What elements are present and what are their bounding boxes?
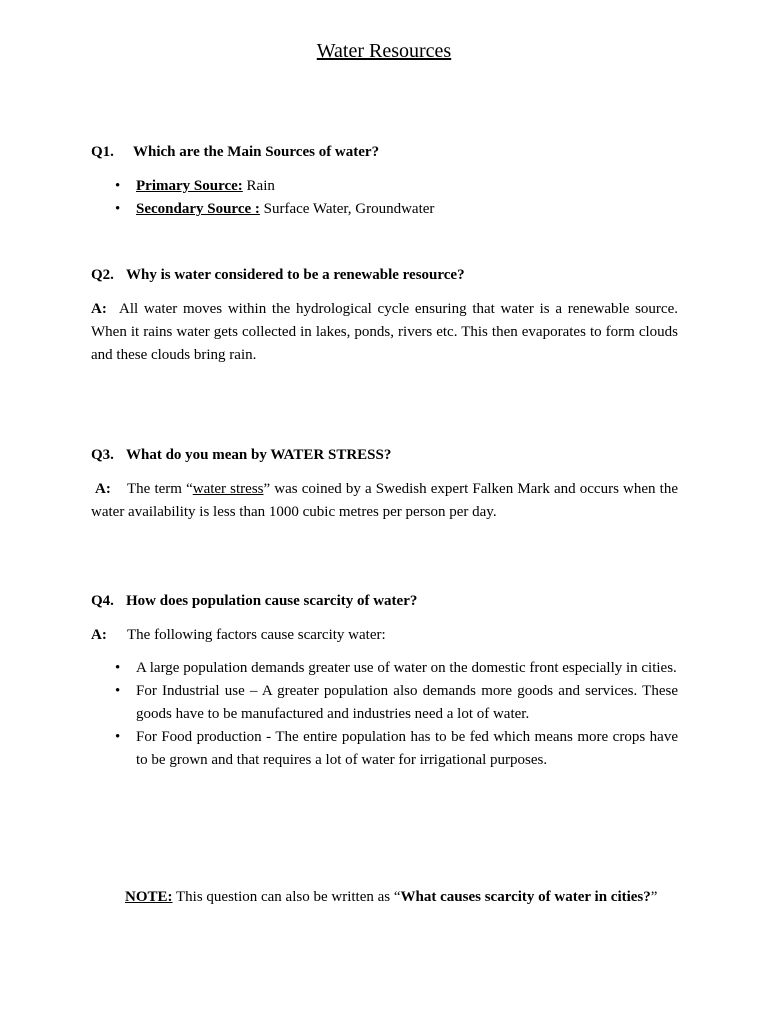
question-text: What do you mean by WATER STRESS?	[126, 447, 392, 463]
list-item	[91, 175, 678, 198]
question-number: Q4.	[91, 593, 114, 609]
answer-4	[91, 624, 678, 647]
list-item	[91, 198, 678, 221]
answer-text-pre: The term “	[127, 481, 193, 497]
answer-label: A:	[95, 481, 111, 497]
answer-term: water stress	[192, 481, 264, 497]
list-item: • For Industrial use – A greater population also demands more goods and services. These goods have to be manufactured and industries need a lot of water.	[91, 680, 678, 726]
page-title: Water Resources	[316, 40, 452, 62]
list-item: • A large population demands greater use of water on the domestic front especially in cities.	[91, 657, 678, 680]
question-1	[91, 144, 379, 161]
question-number: Q3.	[91, 447, 114, 463]
question-2	[91, 267, 465, 284]
question-number: Q1.	[91, 144, 114, 160]
question-number: Q2.	[91, 267, 114, 283]
note-emphasis: What causes scarcity of water in cities?	[400, 889, 651, 905]
question-text: Why is water considered to be a renewable resource?	[126, 267, 465, 283]
note-text: This question can also be written as “	[172, 889, 401, 905]
q1-bullet-list	[91, 175, 678, 221]
question-text: How does population cause scarcity of water?	[126, 593, 418, 609]
answer-text: All water moves within the hydrological cycle ensuring that water is a renewable source. When it rains water gets collected in lakes, ponds, rivers etc. This then evaporates to form clouds and these clouds bring rain.	[91, 301, 678, 363]
bullet-label: Secondary Source :	[136, 201, 260, 217]
bullet-text: Surface Water, Groundwater	[259, 201, 435, 217]
note-label: NOTE:	[125, 889, 173, 905]
question-4	[91, 593, 417, 610]
note-close: ”	[650, 889, 658, 905]
answer-text: The following factors cause scarcity water:	[127, 627, 386, 643]
answer-2	[91, 298, 678, 367]
question-3	[91, 447, 391, 464]
answer-3	[91, 478, 678, 524]
note-block	[125, 886, 678, 909]
list-item: • For Food production - The entire population has to be fed which means more crops have to be grown and that requires a lot of water for irrigational purposes.	[91, 726, 678, 772]
bullet-text: Rain	[242, 178, 275, 194]
question-text: Which are the Main Sources of water?	[133, 144, 380, 160]
q4-bullet-list	[91, 657, 678, 772]
answer-text-post: ” was coined by a Swedish expert Falken Mark and occurs when the water availability is less than 1000 cubic metres per person per day.	[91, 481, 678, 520]
answer-label: A:	[91, 301, 107, 317]
answer-label: A:	[91, 627, 107, 643]
bullet-label: Primary Source:	[136, 178, 243, 194]
